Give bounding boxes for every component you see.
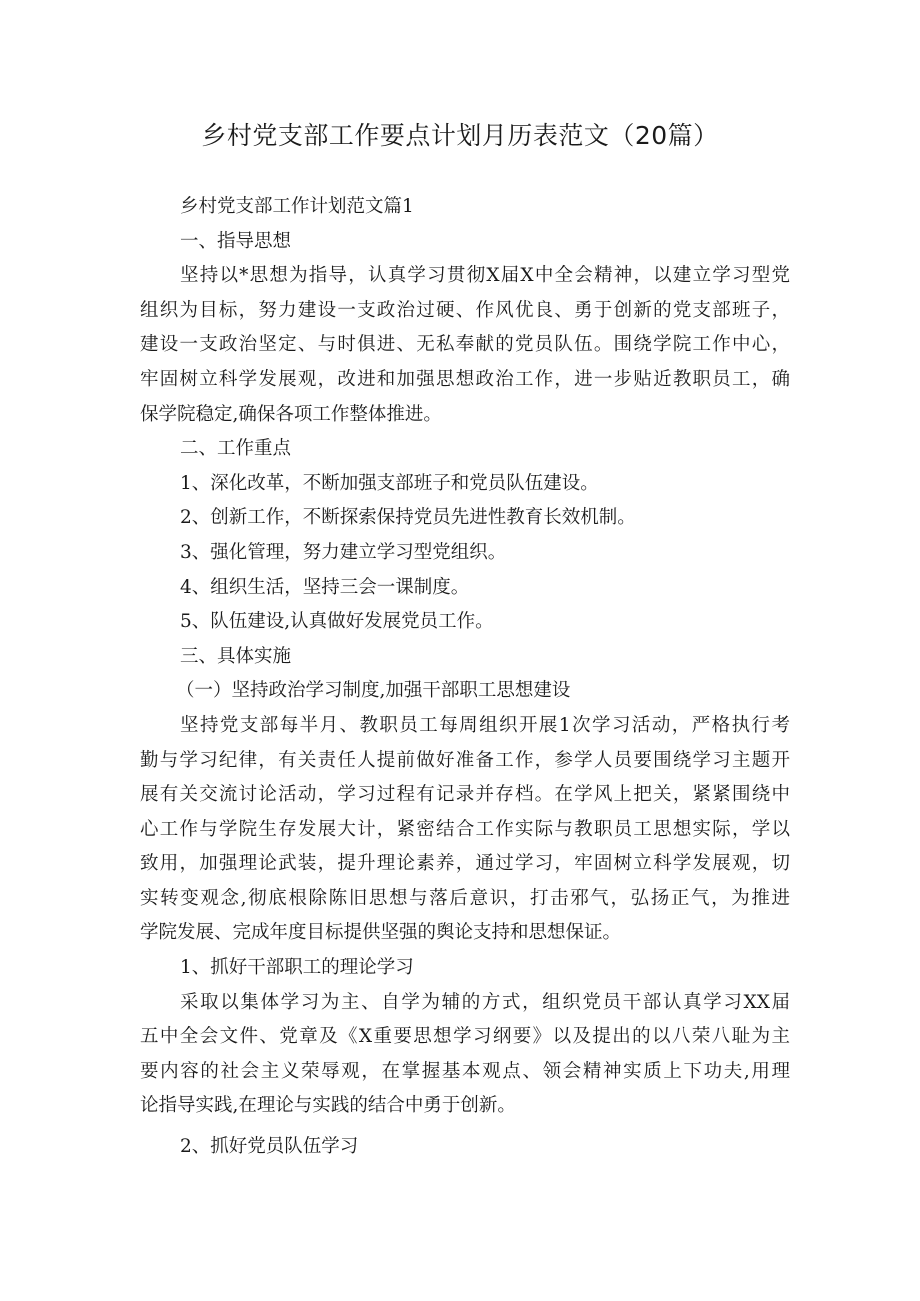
subsection-heading: （一）坚持政治学习制度,加强干部职工思想建设 [176, 680, 571, 702]
list-item: 3、强化管理，努力建立学习型党组织。 [180, 541, 507, 563]
paragraph-line: 心工作与学院生存发展大计，紧密结合工作实际与教职员工思想实际，学以 [140, 818, 790, 840]
document-title: 乡村党支部工作要点计划月历表范文（20篇） [201, 121, 719, 150]
paragraph-line: 采取以集体学习为主、自学为辅的方式，组织党员干部认真学习XX届 [180, 991, 790, 1013]
document-body [140, 190, 790, 1165]
paragraph-line: 保学院稳定,确保各项工作整体推进。 [140, 403, 442, 425]
list-item: 2、创新工作，不断探索保持党员先进性教育长效机制。 [180, 507, 636, 529]
paragraph-line: 展有关交流讨论活动，学习过程有记录并存档。在学风上把关，紧紧围绕中 [140, 784, 790, 806]
paragraph-line: 建设一支政治坚定、与时俱进、无私奉献的党员队伍。围绕学院工作中心， [140, 334, 790, 356]
section-heading-work-focus: 二、工作重点 [180, 438, 292, 460]
paragraph-line: 论指导实践,在理论与实践的结合中勇于创新。 [140, 1095, 516, 1117]
paragraph-line: 坚持以*思想为指导，认真学习贯彻X届X中全会精神，以建立学习型党 [180, 265, 790, 287]
paragraph-line: 勤与学习纪律，有关责任人提前做好准备工作，参学人员要围绕学习主题开 [140, 749, 790, 771]
list-item: 5、队伍建设,认真做好发展党员工作。 [180, 611, 494, 633]
list-item: 1、抓好干部职工的理论学习 [180, 957, 414, 979]
paragraph-line: 牢固树立科学发展观，改进和加强思想政治工作，进一步贴近教职员工，确 [140, 368, 790, 390]
section-heading-implementation: 三、具体实施 [180, 645, 292, 667]
section-heading-article: 乡村党支部工作计划范文篇1 [180, 196, 414, 217]
paragraph-line: 学院发展、完成年度目标提供坚强的舆论支持和思想保证。 [140, 922, 622, 944]
paragraph-line: 坚持党支部每半月、教职员工每周组织开展1次学习活动，严格执行考 [180, 714, 790, 736]
list-item: 4、组织生活，坚持三会一课制度。 [180, 576, 470, 598]
paragraph-line: 组织为目标，努力建设一支政治过硬、作风优良、勇于创新的党支部班子， [140, 299, 790, 321]
paragraph-line: 要内容的社会主义荣辱观，在掌握基本观点、领会精神实质上下功夫,用理 [140, 1060, 790, 1082]
section-heading-guiding-thought: 一、指导思想 [180, 230, 292, 252]
paragraph-line: 实转变观念,彻底根除陈旧思想与落后意识，打击邪气，弘扬正气，为推进 [140, 887, 790, 909]
paragraph-line: 致用，加强理论武装，提升理论素养，通过学习，牢固树立科学发展观，切 [140, 853, 790, 875]
list-item: 1、深化改革，不断加强支部班子和党员队伍建设。 [180, 472, 599, 494]
paragraph-line: 五中全会文件、党章及《X重要思想学习纲要》以及提出的以八荣八耻为主 [140, 1026, 790, 1048]
list-item: 2、抓好党员队伍学习 [180, 1136, 359, 1158]
